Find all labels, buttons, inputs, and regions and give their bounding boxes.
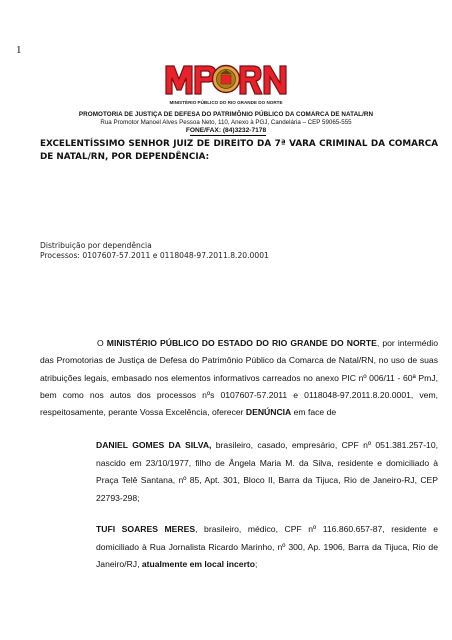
defendant-name: TUFI SOARES MERES <box>96 524 196 534</box>
mprn-logo-graphic <box>163 58 289 108</box>
office-address: Rua Promotor Manoel Alves Pessoa Neto, 110, Anexo à PGJ, Candelária – CEP 59065-555 <box>100 119 352 126</box>
intro-paragraph <box>40 335 438 421</box>
entity-name: MINISTÉRIO PÚBLICO DO ESTADO DO RIO GRANDE DO NORTE <box>106 338 377 348</box>
defendant-name: DANIEL GOMES DA SILVA, <box>96 440 212 450</box>
defendant-details: brasileiro, casado, empresário, CPF nº 051.381.257-10, nascido em 23/10/1977, filho de Ângela Maria M. da Silva, residente e domiciliado à Praça Telê Santana, nº 85, Apt. 301, Bloco II, Barra da Tijuca, Rio de Janeiro-RJ, CEP 22793-298; <box>96 440 439 503</box>
mprn-logo <box>163 58 289 108</box>
defendant-details: , brasileiro, médico, CPF nº 116.860.657-87, residente e domiciliado à Rua Jornalista Ricardo Marinho, nº 300, Ap. 1906, Barra da Tijuca, Rio de Janeiro/RJ, <box>96 524 438 570</box>
page-number: 1 <box>16 44 22 56</box>
logo-subtitle: MINISTÉRIO PÚBLICO DO RIO GRANDE DO NORTE <box>169 100 283 105</box>
defendant-end: ; <box>255 559 258 570</box>
office-name: PROMOTORIA DE JUSTIÇA DE DEFESA DO PATRIMÔNIO PÚBLICO DA COMARCA DE NATAL/RN <box>78 111 374 118</box>
distribution-line: Distribuição por dependência <box>40 241 152 250</box>
intro-suffix: em face de <box>291 407 337 418</box>
defendant-entry <box>96 521 438 574</box>
denuncia-word: DENÚNCIA <box>245 407 292 418</box>
intro-prefix: O <box>97 338 107 348</box>
header-divider <box>190 135 266 136</box>
defendant-status: atualmente em local incerto <box>141 559 256 570</box>
office-phone: FONE/FAX: (84)3232-7178 <box>185 127 267 134</box>
intro-text: , por intermédio das Promotorias de Justiça de Defesa do Patrimônio Público da Comarca de Natal/RN, no uso de suas atribuições legais, embasado nos elementos informativos carreados no anexo PIC nº 006/11 - 60ª PmJ, bem como nos autos dos processos nºs 0107607-57.2011 e 0118048-97.2011.8.20.0001, vem, respeitosamente, perante Vossa Excelência, oferecer <box>40 338 438 418</box>
addressee: EXCELENTÍSSIMO SENHOR JUIZ DE DIREITO DA 7ª VARA CRIMINAL DA COMARCA DE NATAL/RN, POR DEPENDÊNCIA: <box>40 139 438 162</box>
defendant-entry <box>96 437 438 507</box>
processes-line: Processos: 0107607-57.2011 e 0118048-97.2011.8.20.0001 <box>40 250 269 260</box>
distribution-note <box>40 241 269 260</box>
